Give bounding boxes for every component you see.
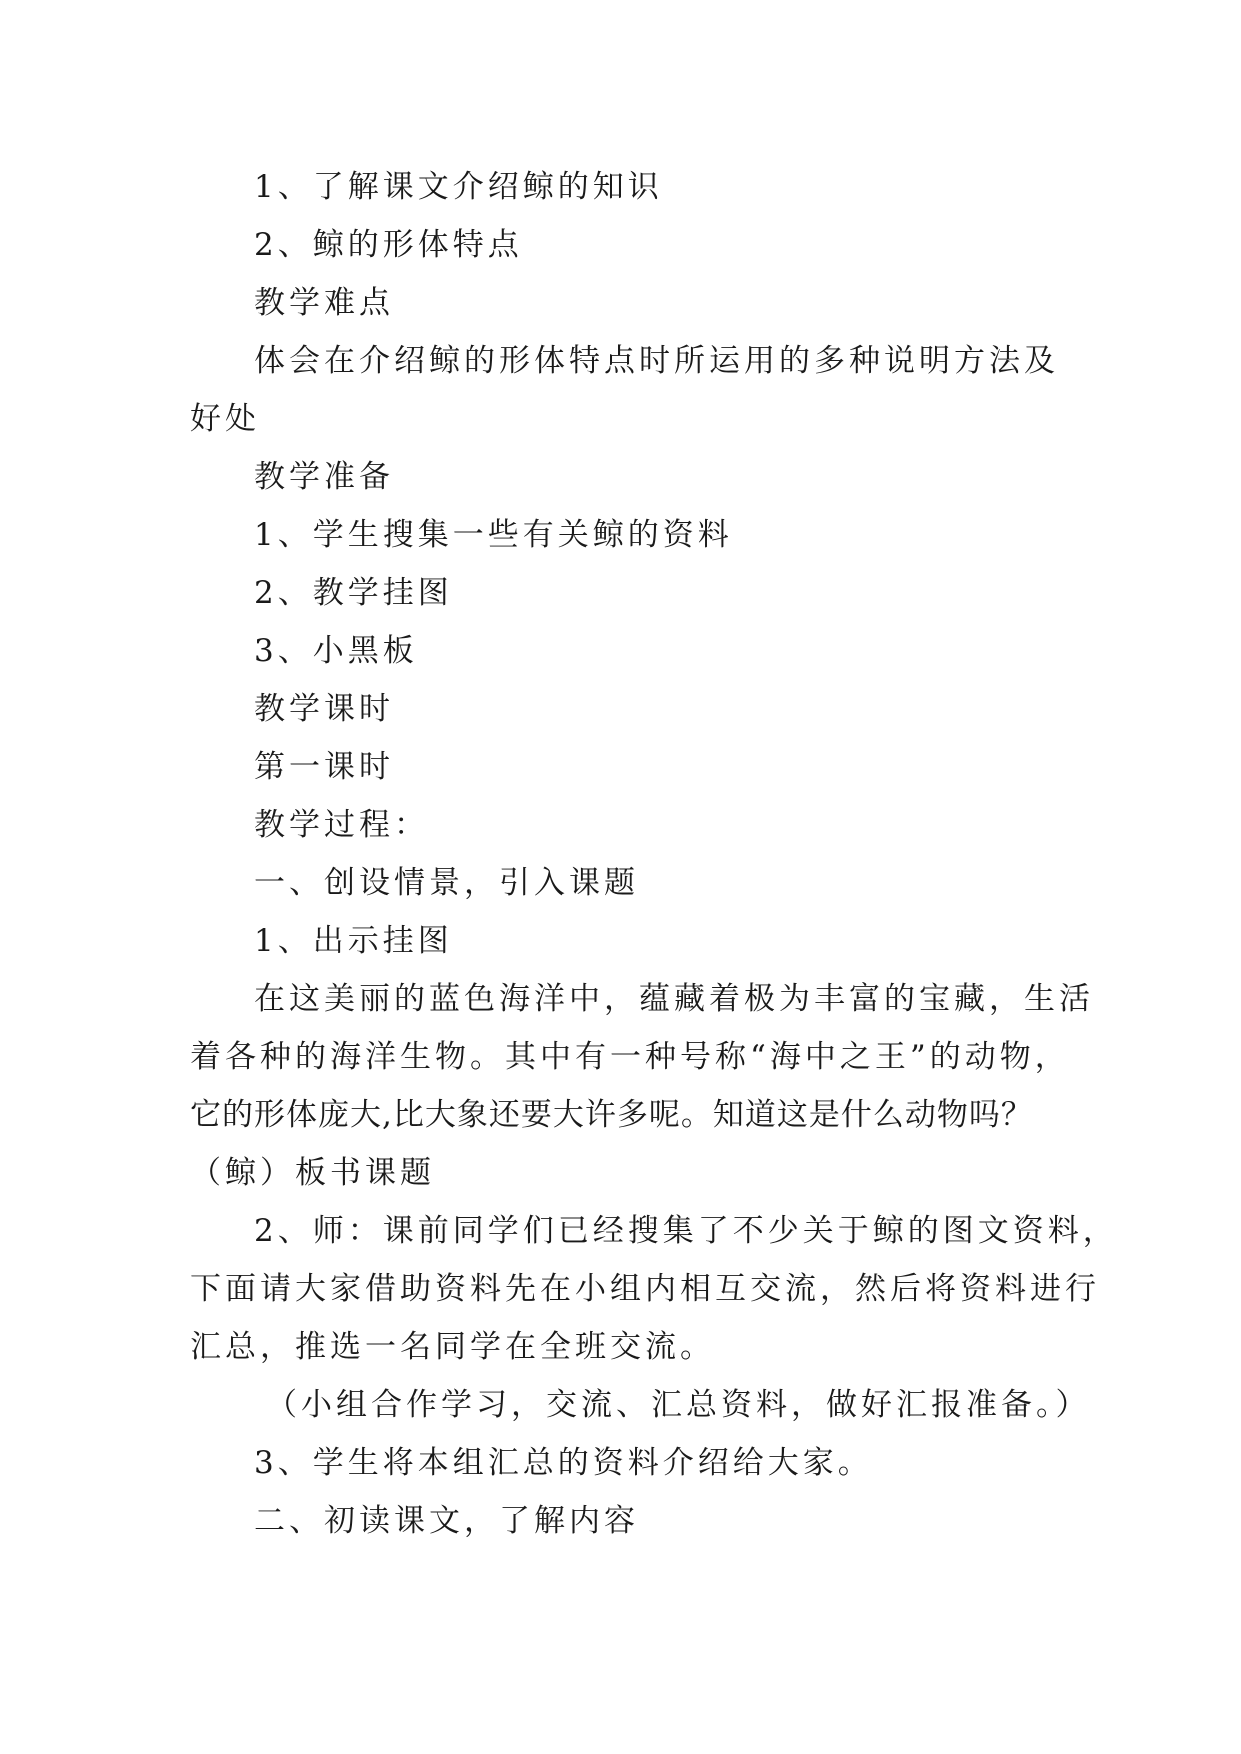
paragraph-line: 它的形体庞大,比大象还要大许多呢。知道这是什么动物吗？ bbox=[190, 1097, 1033, 1133]
list-item: 2、鲸的形体特点 bbox=[254, 227, 523, 263]
paragraph-line: （小组合作学习，交流、汇总资料，做好汇报准备。） bbox=[266, 1387, 1091, 1423]
section-heading: 第一课时 bbox=[254, 749, 394, 785]
list-item: 1、出示挂图 bbox=[254, 923, 453, 959]
document-body bbox=[190, 158, 1118, 1550]
paragraph-line: 体会在介绍鲸的形体特点时所运用的多种说明方法及 bbox=[254, 343, 1059, 379]
section-heading: 教学过程： bbox=[254, 807, 429, 843]
paragraph-line: 好处 bbox=[190, 401, 260, 437]
list-item: 1、了解课文介绍鲸的知识 bbox=[254, 169, 663, 205]
section-heading: 教学难点 bbox=[254, 285, 394, 321]
list-item: 2、教学挂图 bbox=[254, 575, 453, 611]
section-heading: 教学课时 bbox=[254, 691, 394, 727]
paragraph-line: （鲸）板书课题 bbox=[190, 1155, 435, 1191]
list-item: 3、小黑板 bbox=[254, 633, 418, 669]
section-heading: 教学准备 bbox=[254, 459, 394, 495]
paragraph-line: 在这美丽的蓝色海洋中，蕴藏着极为丰富的宝藏，生活 bbox=[254, 981, 1094, 1017]
paragraph-line: 汇总，推选一名同学在全班交流。 bbox=[190, 1329, 715, 1365]
paragraph-line: 着各种的海洋生物。其中有一种号称“海中之王”的动物， bbox=[190, 1039, 1070, 1075]
paragraph-line: 2、师：课前同学们已经搜集了不少关于鲸的图文资料， bbox=[254, 1213, 1118, 1249]
paragraph-line: 下面请大家借助资料先在小组内相互交流，然后将资料进行 bbox=[190, 1271, 1100, 1307]
list-item: 3、学生将本组汇总的资料介绍给大家。 bbox=[254, 1445, 873, 1481]
section-heading: 一、创设情景，引入课题 bbox=[254, 865, 639, 901]
list-item: 1、学生搜集一些有关鲸的资料 bbox=[254, 517, 733, 553]
section-heading: 二、初读课文，了解内容 bbox=[254, 1503, 639, 1539]
